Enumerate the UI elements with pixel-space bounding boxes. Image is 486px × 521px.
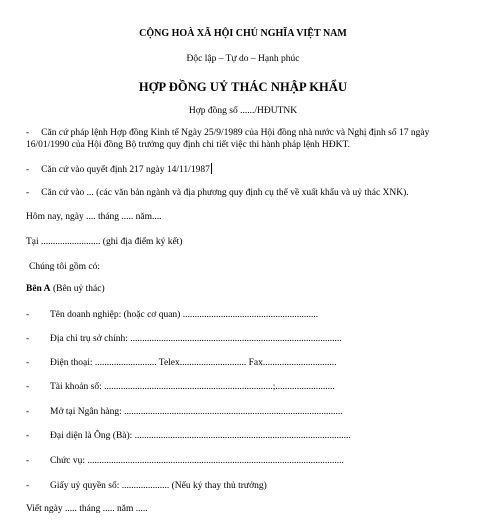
- legal-basis-text: Căn cứ vào ... (các văn bản ngành và địa phương quy định cụ thể về xuất khẩu và uỷ thác XNK).: [41, 188, 409, 198]
- date-line: Hôm nay, ngày .... tháng ..... năm....: [26, 212, 162, 222]
- national-name: CỘNG HOÀ XÃ HỘI CHỦ NGHĨA VIỆT NAM: [139, 28, 347, 39]
- party-a-company-name: Tên doanh nghiệp: (hoặc cơ quan) .........................................................: [50, 310, 319, 320]
- footer-date-line: Viết ngày ..... tháng ..... năm .....: [26, 504, 148, 514]
- parties-intro: Chúng tôi gồm có:: [29, 262, 100, 272]
- legal-basis-dash: -: [26, 165, 30, 175]
- party-a-position: Chức vụ: ............................................................................................................: [50, 456, 344, 466]
- contract-number: Hợp đồng số ....../HĐUTNK: [188, 106, 298, 116]
- party-a-account-number: Tài khoản số: .......................................................................;.........................: [50, 382, 335, 392]
- party-a-heading: [26, 284, 105, 295]
- legal-basis-dash: -: [26, 128, 30, 138]
- party-a-note: (Bên uỷ thác): [50, 284, 105, 294]
- legal-basis-text: Căn cứ pháp lệnh Hợp đồng Kinh tế Ngày 25/9/1989 của Hội đồng nhà nước và Nghị định số 17 ngày: [41, 128, 430, 138]
- national-motto: Độc lập – Tự do – Hạnh phúc: [186, 54, 300, 64]
- place-line: Tại ......................... (ghi địa điểm ký kết): [26, 237, 183, 247]
- party-a-item-dash: -: [26, 358, 30, 368]
- legal-basis-dash: -: [26, 188, 30, 198]
- party-a-item-dash: -: [26, 382, 30, 392]
- party-a-representative: Đại diện là Ông (Bà): ...........................................................................................: [50, 431, 351, 441]
- legal-basis-text: Căn cứ vào quyết định 217 ngày 14/11/1987: [41, 165, 210, 175]
- party-a-item-dash: -: [26, 456, 30, 466]
- party-a-item-dash: -: [26, 334, 30, 344]
- text-cursor: [211, 163, 212, 174]
- party-a-label: Bên A: [26, 284, 51, 294]
- party-a-item-dash: -: [26, 407, 30, 417]
- party-a-authorization: Giấy uỷ quyền số: .................... (Nếu ký thay thủ trưởng): [50, 481, 267, 491]
- party-a-item-dash: -: [26, 310, 30, 320]
- legal-basis-2: [26, 163, 212, 176]
- party-a-item-dash: -: [26, 481, 30, 491]
- party-a-bank: Mở tại Ngân hàng: ............................................................................................: [50, 407, 343, 417]
- party-a-phone-telex-fax: Điện thoại: .......................... Telex............................ Fax...............................: [50, 358, 337, 368]
- legal-basis-3: [26, 188, 409, 199]
- legal-basis-1: [26, 128, 429, 139]
- party-a-address: Địa chỉ trụ sở chính: .........................................................................................: [50, 334, 342, 344]
- document-title: HỢP ĐỒNG UỶ THÁC NHẬP KHẨU: [138, 80, 348, 94]
- party-a-item-dash: -: [26, 431, 30, 441]
- legal-basis-1-line2: 16/01/1990 của Hội đồng Bộ trưởng quy định chi tiết việc thi hành pháp lệnh HĐKT.: [26, 140, 350, 150]
